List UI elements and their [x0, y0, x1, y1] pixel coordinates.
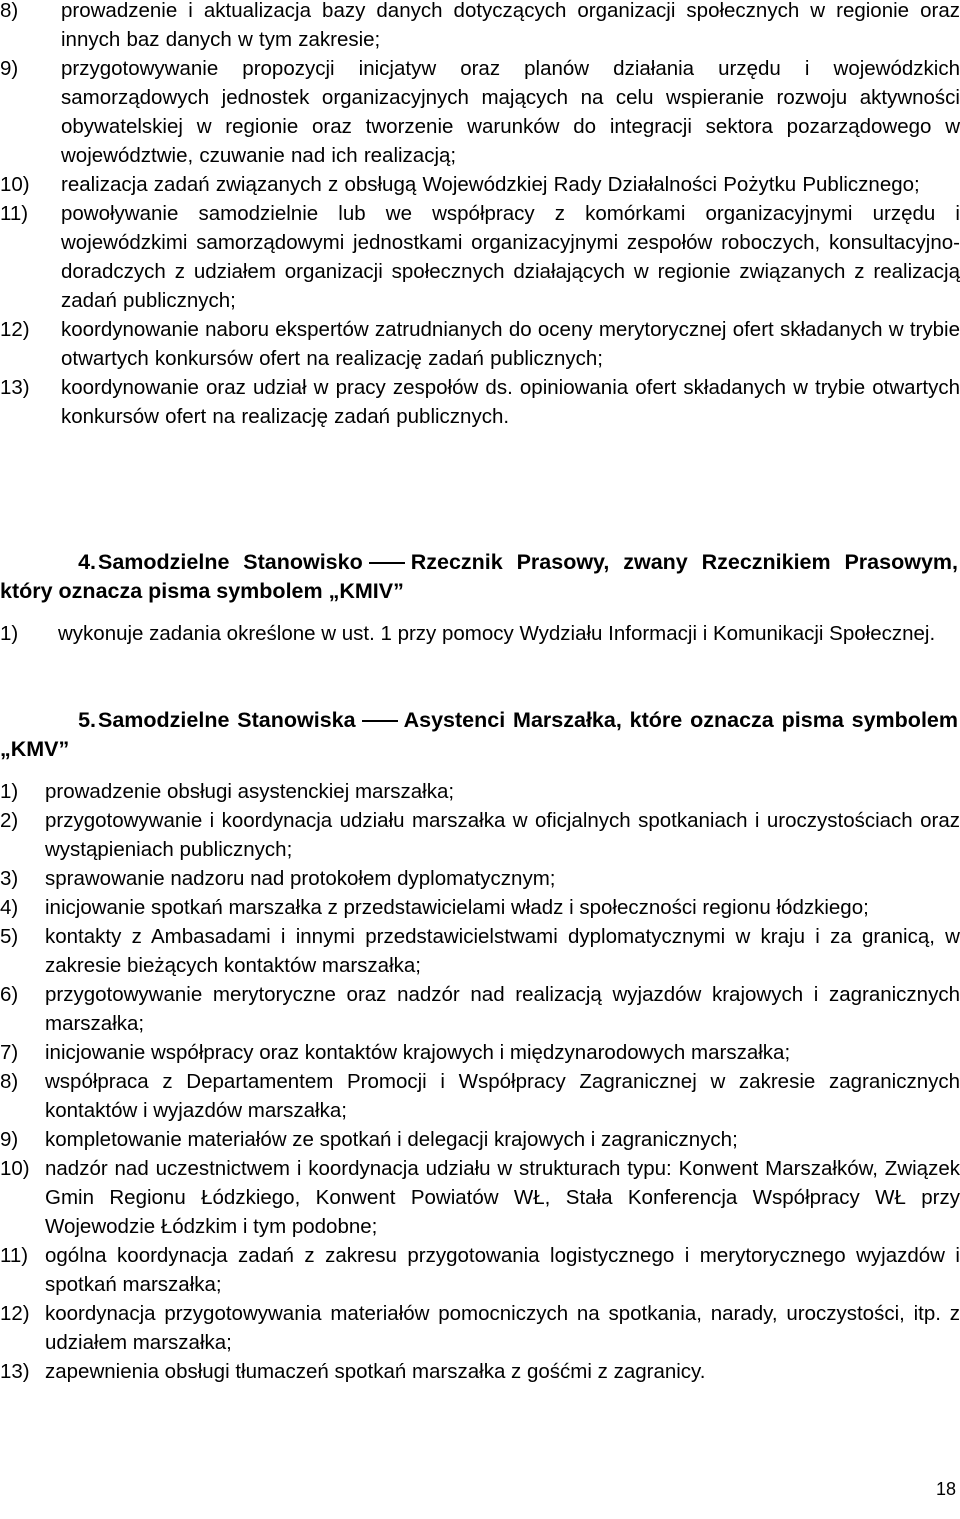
section-4-heading	[0, 548, 958, 606]
item-number: 12)	[0, 1302, 30, 1325]
item-number: 2)	[0, 809, 19, 832]
list-item	[0, 54, 960, 170]
item-number: 5)	[0, 925, 19, 948]
item-number: 3)	[0, 867, 19, 890]
list-item	[0, 922, 960, 980]
duties-list-section-5	[0, 777, 960, 1386]
section-5-heading	[0, 706, 958, 764]
section-5-title-part-b: Asystenci Marszałka, które oznacza pisma symbolem „KMV”	[0, 708, 958, 761]
list-item	[0, 1357, 960, 1386]
item-text: prowadzenie obsługi asystenckiej marszałka;	[45, 780, 455, 803]
list-item	[0, 199, 960, 315]
item-number: 1)	[0, 622, 19, 645]
item-number: 9)	[0, 1128, 19, 1151]
list-item	[0, 980, 960, 1038]
item-number: 11)	[0, 202, 29, 225]
list-item	[0, 315, 960, 373]
list-item	[0, 619, 960, 648]
item-number: 8)	[0, 0, 19, 22]
item-number: 8)	[0, 1070, 19, 1093]
item-number: 9)	[0, 57, 19, 80]
item-number: 13)	[0, 376, 30, 399]
item-number: 10)	[0, 173, 30, 196]
list-item	[0, 1038, 960, 1067]
list-item	[0, 864, 960, 893]
item-text: inicjowanie współpracy oraz kontaktów krajowych i międzynarodowych marszałka;	[45, 1041, 791, 1064]
list-item	[0, 1299, 960, 1357]
item-text: koordynowanie oraz udział w pracy zespołów ds. opiniowania ofert składanych w trybie otwartych konkursów ofert na realizację zadań publicznych.	[61, 376, 960, 428]
item-text: kontakty z Ambasadami i innymi przedstawicielstwami dyplomatycznymi w kraju i za granicą, w zakresie bieżących kontaktów marszałka;	[45, 925, 960, 977]
list-item	[0, 777, 960, 806]
item-number: 4)	[0, 896, 19, 919]
list-item	[0, 1154, 960, 1241]
item-text: wykonuje zadania określone w ust. 1 przy pomocy Wydziału Informacji i Komunikacji Społecznej.	[58, 622, 936, 645]
section-4-title-part-a: Samodzielne Stanowisko	[98, 550, 363, 574]
item-number: 12)	[0, 318, 30, 341]
item-text: przygotowywanie merytoryczne oraz nadzór nad realizacją wyjazdów krajowych i zagranicznych marszałka;	[45, 983, 960, 1035]
item-text: przygotowywanie i koordynacja udziału marszałka w oficjalnych spotkaniach i uroczystościach oraz wystąpieniach publicznych;	[45, 809, 960, 861]
list-item	[0, 373, 960, 431]
duties-list-section-4	[0, 619, 960, 648]
item-text: koordynowanie naboru ekspertów zatrudnianych do oceny merytorycznej ofert składanych w trybie otwartych konkursów ofert na realizację zadań publicznych;	[61, 318, 960, 370]
em-dash	[362, 720, 398, 722]
item-text: powoływanie samodzielnie lub we współpracy z komórkami organizacyjnymi urzędu i wojewódzkimi samorządowymi jednostkami organizacyjnymi zespołów roboczych, konsultacyjno-doradczych z udziałem organizacji społecznych działających w regionie związanych z realizacją zadań publicznych;	[61, 202, 960, 312]
list-item	[0, 1067, 960, 1125]
item-text: realizacja zadań związanych z obsługą Wojewódzkiej Rady Działalności Pożytku Publicznego;	[61, 173, 920, 196]
item-text: inicjowanie spotkań marszałka z przedstawicielami władz i społeczności regionu łódzkiego;	[45, 896, 869, 919]
item-text: nadzór nad uczestnictwem i koordynacja udziału w strukturach typu: Konwent Marszałków, Związek Gmin Regionu Łódzkiego, Konwent Powiatów WŁ, Stała Konferencja Współpracy WŁ przy Wojewodzie Łódzkim i tym podobne;	[45, 1157, 960, 1238]
list-item	[0, 893, 960, 922]
list-item	[0, 0, 960, 54]
item-number: 10)	[0, 1157, 30, 1180]
list-item	[0, 170, 960, 199]
list-item	[0, 806, 960, 864]
item-text: kompletowanie materiałów ze spotkań i delegacji krajowych i zagranicznych;	[45, 1128, 738, 1151]
item-text: ogólna koordynacja zadań z zakresu przygotowania logistycznego i merytorycznego wyjazdów i spotkań marszałka;	[45, 1244, 960, 1296]
item-number: 1)	[0, 780, 19, 803]
item-text: współpraca z Departamentem Promocji i Współpracy Zagranicznej w zakresie zagranicznych kontaktów i wyjazdów marszałka;	[45, 1070, 960, 1122]
em-dash	[369, 562, 405, 564]
item-text: sprawowanie nadzoru nad protokołem dyplomatycznym;	[45, 867, 556, 890]
item-number: 13)	[0, 1360, 30, 1383]
section-5-title-part-a: Samodzielne Stanowiska	[98, 708, 356, 732]
page-number: 18	[935, 1479, 956, 1499]
section-4-number: 4.	[78, 550, 96, 574]
item-text: koordynacja przygotowywania materiałów pomocniczych na spotkania, narady, uroczystości, itp. z udziałem marszałka;	[45, 1302, 960, 1354]
item-text: zapewnienia obsługi tłumaczeń spotkań marszałka z gośćmi z zagranicy.	[45, 1360, 706, 1383]
list-item	[0, 1241, 960, 1299]
duties-list-section-3	[0, 0, 960, 431]
section-4-title-part-b: Rzecznik Prasowy, zwany Rzecznikiem Prasowym, który oznacza pisma symbolem „KMIV”	[0, 550, 958, 603]
item-text: prowadzenie i aktualizacja bazy danych dotyczących organizacji społecznych w regionie oraz innych baz danych w tym zakresie;	[61, 0, 960, 51]
item-number: 7)	[0, 1041, 19, 1064]
item-number: 11)	[0, 1244, 29, 1267]
section-5-number: 5.	[78, 708, 96, 732]
list-item	[0, 1125, 960, 1154]
item-number: 6)	[0, 983, 19, 1006]
item-text: przygotowywanie propozycji inicjatyw oraz planów działania urzędu i wojewódzkich samorządowych jednostek organizacyjnych mających na celu wspieranie rozwoju aktywności obywatelskiej w regionie oraz tworzenie warunków do integracji sektora pozarządowego w województwie, czuwanie nad ich realizacją;	[61, 57, 960, 167]
